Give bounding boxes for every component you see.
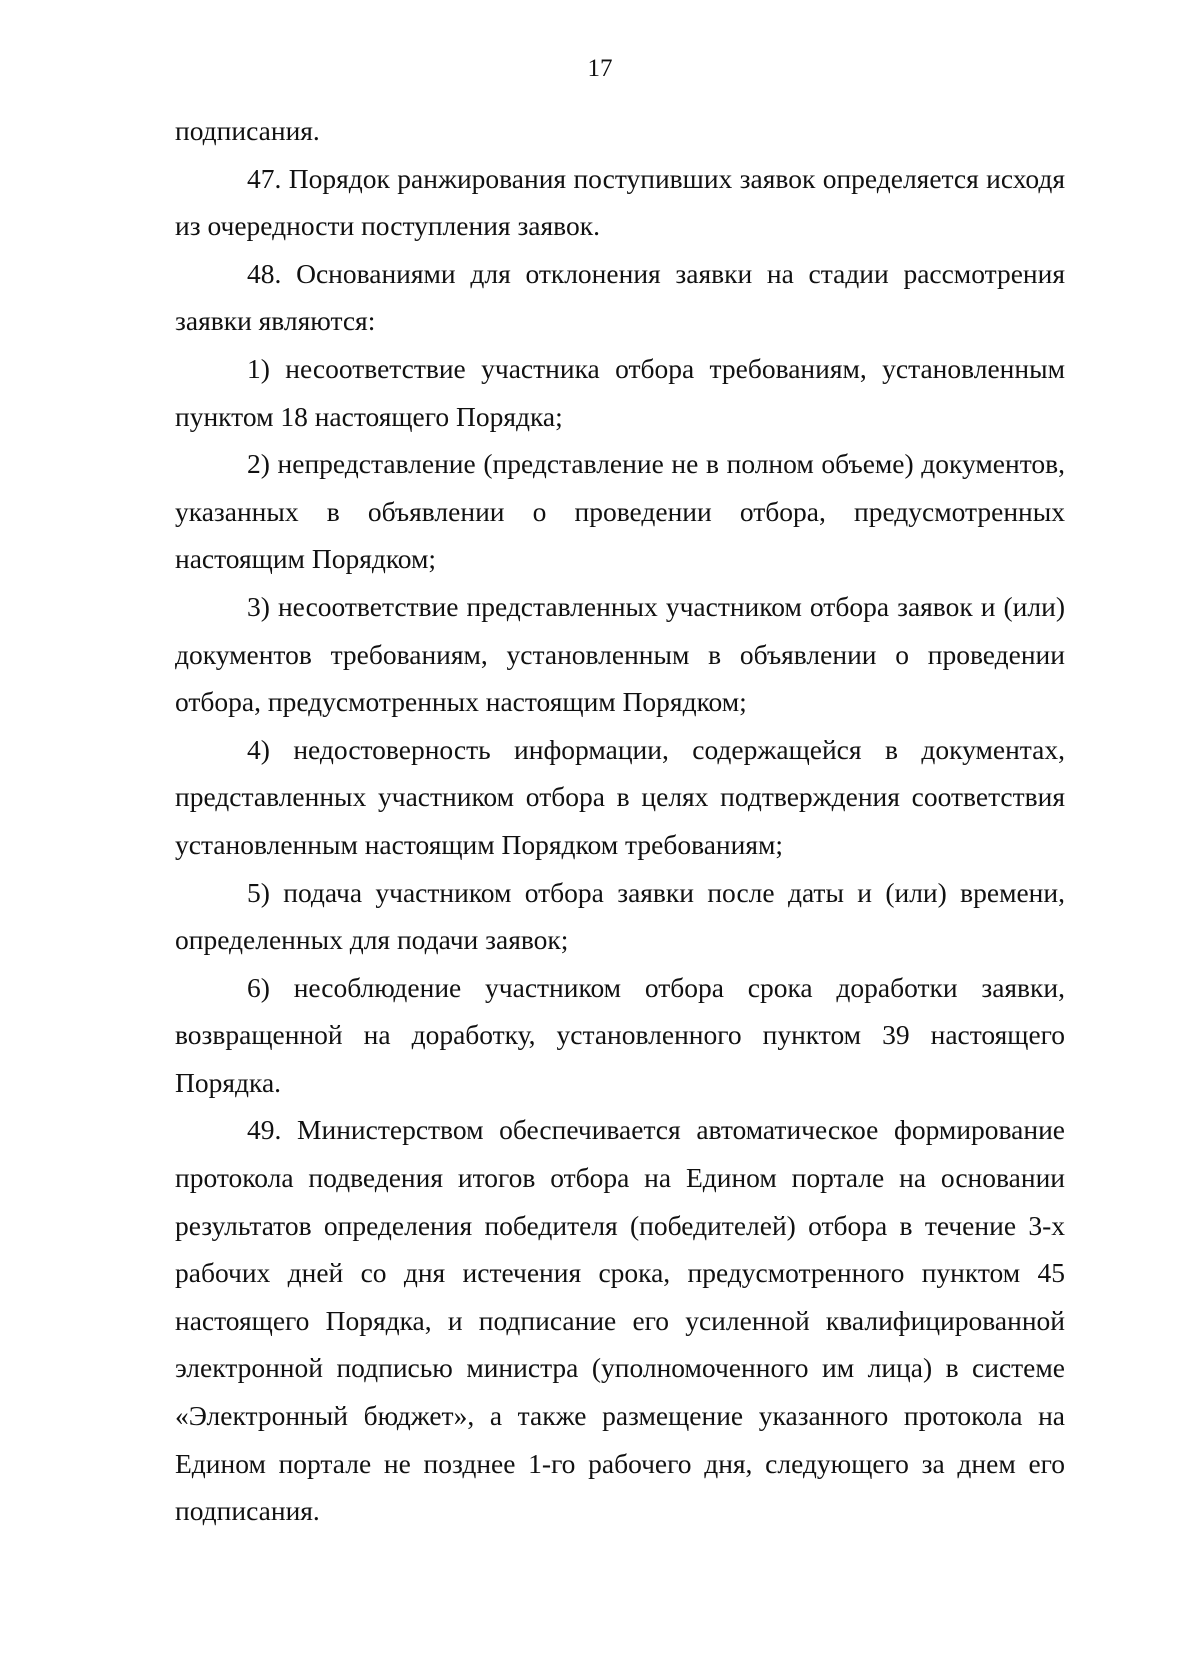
list-item-3: 3) несоответствие представленных участником отбора заявок и (или) документов требованиям, установленным в объявлении о проведении отбора, предусмотренных настоящим Порядком; — [175, 590, 1065, 718]
paragraph-49: 49. Министерством обеспечивается автоматическое формирование протокола подведения итогов отбора на Едином портале на основании результатов определения победителя (победителей) отбора в течение 3-х рабочих дней со дня истечения срока, предусмотренного пунктом 45 настоящего Порядка, и подписание его усиленной квалифицированной электронной подписью министра (уполномоченного им лица) в системе «Электронный бюджет», а также размещение указанного протокола на Едином портале не позднее 1-го рабочего дня, следующего за днем его подписания. — [175, 1114, 1065, 1527]
list-item-4: 4) недостоверность информации, содержащейся в документах, представленных участником отбора в целях подтверждения соответствия установленным настоящим Порядком требованиям; — [175, 733, 1065, 860]
page-number: 17 — [587, 55, 613, 82]
list-item-1: 1) несоответствие участника отбора требованиям, установленным пунктом 18 настоящего Порядка; — [175, 352, 1065, 432]
paragraph-48: 48. Основаниями для отклонения заявки на стадии рассмотрения заявки являются: — [175, 257, 1065, 337]
document-body — [175, 107, 1065, 1535]
list-item-6: 6) несоблюдение участником отбора срока доработки заявки, возвращенной на доработку, установленного пунктом 39 настоящего Порядка. — [175, 971, 1065, 1098]
list-item-2: 2) непредставление (представление не в полном объеме) документов, указанных в объявлении о проведении отбора, предусмотренных настоящим Порядком; — [175, 448, 1065, 575]
paragraph-47: 47. Порядок ранжирования поступивших заявок определяется исходя из очередности поступления заявок. — [175, 162, 1065, 242]
paragraph-continuation: подписания. — [175, 115, 320, 146]
list-item-5: 5) подача участником отбора заявки после даты и (или) времени, определенных для подачи заявок; — [175, 876, 1065, 956]
